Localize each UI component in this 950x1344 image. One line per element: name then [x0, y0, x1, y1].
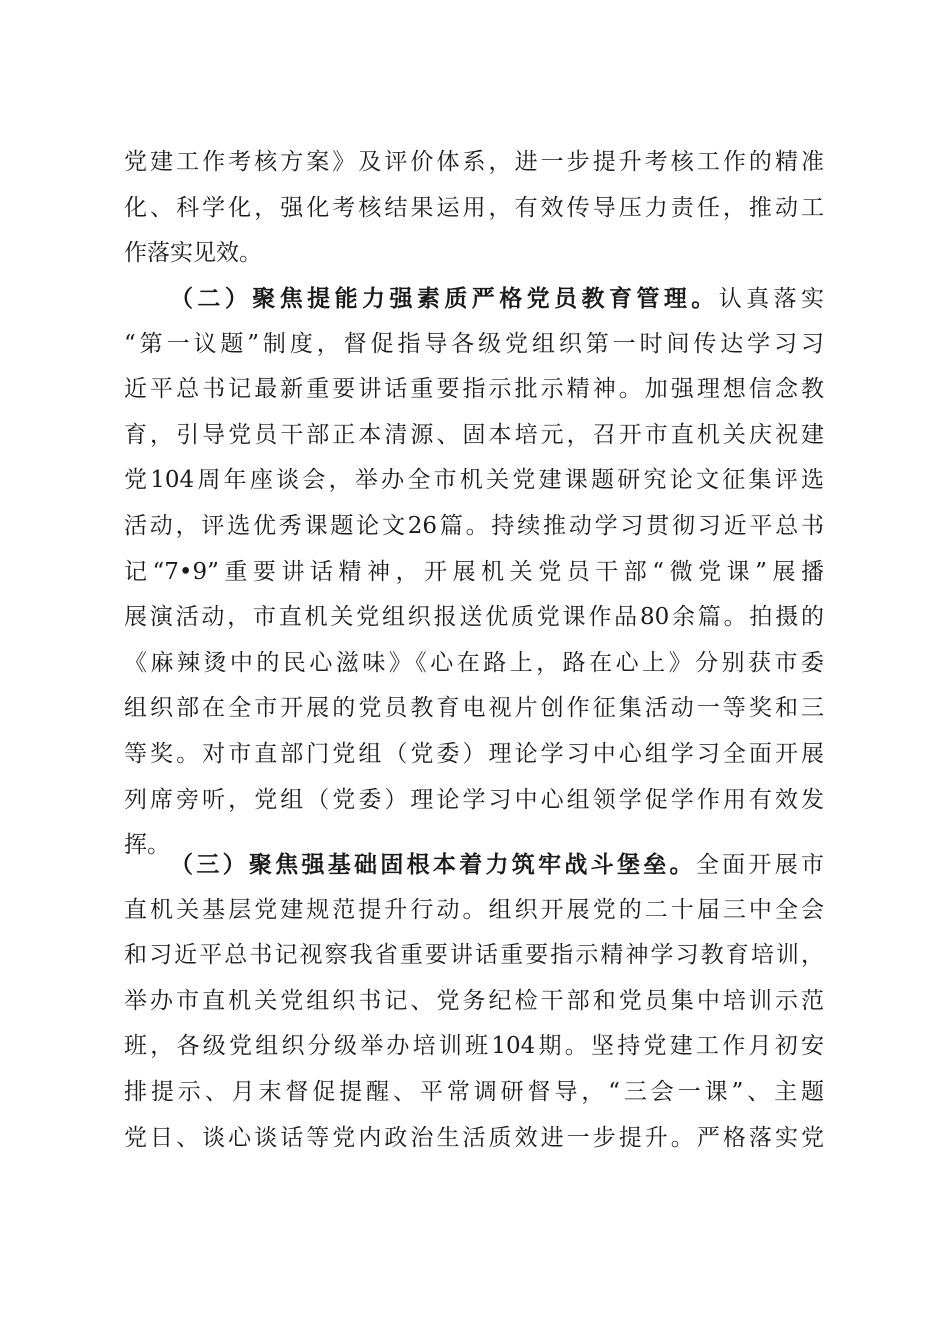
text-line: 班，各级党组织分级举办培训班104期。坚持党建工作月初安 [124, 1033, 824, 1060]
text-line: 和习近平总书记视察我省重要讲话重要指示精神学习教育培训， [124, 942, 824, 969]
text-line: 近平总书记最新重要讲话重要指示批示精神。加强理想信念教 [124, 376, 824, 403]
paragraph-section-two [124, 276, 824, 869]
text-run: 认真落实 [718, 286, 825, 312]
paragraph-section-three [124, 842, 824, 1161]
text-line: 列席旁听，党组（党委）理论学习中心组领学促学作用有效发 [124, 786, 824, 813]
text-line: 育，引导党员干部正本清源、固本培元，召开市直机关庆祝建 [124, 421, 824, 448]
text-line: 直机关基层党建规范提升行动。组织开展党的二十届三中全会 [124, 896, 824, 923]
section-heading: （三）聚焦强基础固根本着力筑牢战斗堡垒。 [170, 851, 696, 878]
text-line: 等奖。对市直部门党组（党委）理论学习中心组学习全面开展 [124, 740, 824, 767]
text-line: 《麻辣烫中的民心滋味》《心在路上，路在心上》分别获市委 [124, 649, 824, 676]
paragraph-first-line [124, 276, 824, 322]
text-line: “第一议题”制度，督促指导各级党组织第一时间传达学习习 [124, 330, 824, 357]
text-line: 党建工作考核方案》及评价体系，进一步提升考核工作的精准 [124, 149, 824, 175]
section-heading: （二）聚焦提能力强素质严格党员教育管理。 [170, 285, 719, 312]
text-line: 展演活动，市直机关党组织报送优质党课作品80余篇。拍摄的 [124, 604, 824, 631]
text-line: 党日、谈心谈话等党内政治生活质效进一步提升。严格落实党 [124, 1124, 824, 1151]
text-run: 全面开展市 [695, 852, 825, 878]
text-line: 排提示、月末督促提醒、平常调研督导，“三会一课”、主题 [124, 1078, 824, 1105]
text-line: 挥。 [124, 832, 170, 859]
paragraph-first-line [124, 842, 824, 888]
text-line: 化、科学化，强化考核结果运用，有效传导压力责任，推动工 [124, 194, 824, 221]
text-line: 记“7•9”重要讲话精神，开展机关党员干部“微党课”展播 [124, 558, 824, 585]
paragraph-continuation [124, 140, 824, 277]
text-line: 活动，评选优秀课题论文26篇。持续推动学习贯彻习近平总书 [124, 512, 824, 539]
text-line: 组织部在全市开展的党员教育电视片创作征集活动一等奖和三 [124, 695, 824, 722]
text-line: 作落实见效。 [124, 240, 262, 267]
text-line: 举办市直机关党组织书记、党务纪检干部和党员集中培训示范 [124, 987, 824, 1014]
text-line: 党104周年座谈会，举办全市机关党建课题研究论文征集评选 [124, 467, 824, 494]
